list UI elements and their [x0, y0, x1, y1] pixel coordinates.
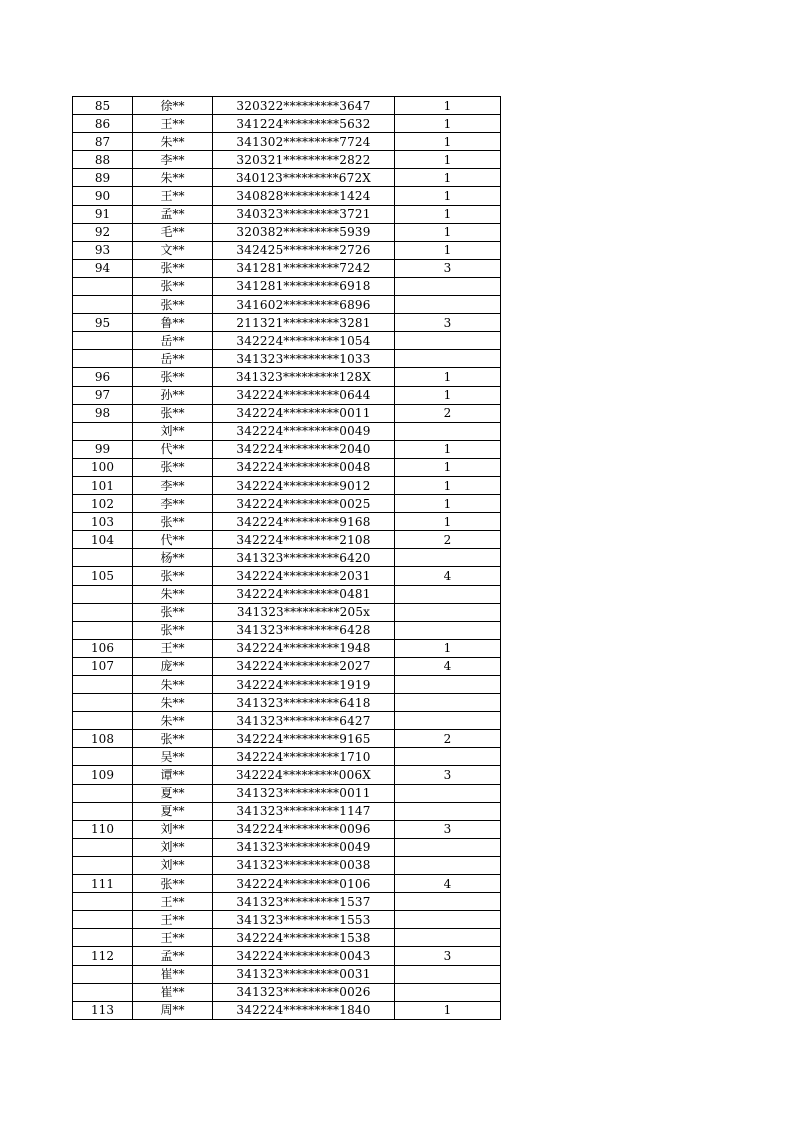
row-number-cell	[73, 856, 133, 874]
name-cell: 朱**	[133, 676, 213, 694]
name-cell: 张**	[133, 875, 213, 893]
id-number-cell: 342224*********1948	[213, 639, 395, 657]
name-cell: 李**	[133, 495, 213, 513]
name-cell: 张**	[133, 567, 213, 585]
count-cell: 1	[395, 169, 501, 187]
table-row	[73, 802, 501, 820]
count-cell: 1	[395, 476, 501, 494]
id-number-cell: 340323*********3721	[213, 205, 395, 223]
id-number-cell: 342224*********1054	[213, 332, 395, 350]
row-number-cell: 93	[73, 241, 133, 259]
name-cell: 鲁**	[133, 314, 213, 332]
id-number-cell: 342224*********0481	[213, 585, 395, 603]
id-number-cell: 342224*********0043	[213, 947, 395, 965]
id-number-cell: 342224*********9165	[213, 730, 395, 748]
count-cell: 3	[395, 766, 501, 784]
count-cell: 1	[395, 187, 501, 205]
row-number-cell: 85	[73, 97, 133, 115]
name-cell: 李**	[133, 151, 213, 169]
id-number-cell: 342224*********0106	[213, 875, 395, 893]
table-row	[73, 513, 501, 531]
data-table	[72, 96, 501, 1020]
name-cell: 朱**	[133, 169, 213, 187]
table-row	[73, 621, 501, 639]
row-number-cell: 96	[73, 368, 133, 386]
count-cell: 1	[395, 205, 501, 223]
row-number-cell	[73, 296, 133, 314]
row-number-cell	[73, 893, 133, 911]
table-row	[73, 603, 501, 621]
row-number-cell	[73, 332, 133, 350]
id-number-cell: 342224*********1538	[213, 929, 395, 947]
count-cell	[395, 277, 501, 295]
table-row	[73, 567, 501, 585]
table-row	[73, 657, 501, 675]
id-number-cell: 342224*********1710	[213, 748, 395, 766]
row-number-cell: 98	[73, 404, 133, 422]
row-number-cell	[73, 676, 133, 694]
count-cell: 3	[395, 820, 501, 838]
id-number-cell: 341323*********0038	[213, 856, 395, 874]
name-cell: 代**	[133, 440, 213, 458]
count-cell: 1	[395, 458, 501, 476]
count-cell	[395, 748, 501, 766]
name-cell: 张**	[133, 404, 213, 422]
row-number-cell	[73, 748, 133, 766]
row-number-cell: 100	[73, 458, 133, 476]
id-number-cell: 320322*********3647	[213, 97, 395, 115]
name-cell: 刘**	[133, 422, 213, 440]
count-cell: 1	[395, 368, 501, 386]
name-cell: 孙**	[133, 386, 213, 404]
id-number-cell: 342224*********1919	[213, 676, 395, 694]
name-cell: 王**	[133, 911, 213, 929]
count-cell: 4	[395, 657, 501, 675]
count-cell	[395, 983, 501, 1001]
id-number-cell: 342224*********0644	[213, 386, 395, 404]
count-cell: 4	[395, 875, 501, 893]
row-number-cell: 109	[73, 766, 133, 784]
count-cell	[395, 965, 501, 983]
table-row	[73, 784, 501, 802]
row-number-cell	[73, 350, 133, 368]
id-number-cell: 341323*********6427	[213, 712, 395, 730]
count-cell: 3	[395, 259, 501, 277]
name-cell: 杨**	[133, 549, 213, 567]
table-row	[73, 169, 501, 187]
id-number-cell: 342224*********2108	[213, 531, 395, 549]
table-row	[73, 531, 501, 549]
table-row	[73, 205, 501, 223]
table-row	[73, 314, 501, 332]
name-cell: 刘**	[133, 838, 213, 856]
row-number-cell: 90	[73, 187, 133, 205]
count-cell	[395, 585, 501, 603]
id-number-cell: 341323*********205x	[213, 603, 395, 621]
count-cell: 3	[395, 947, 501, 965]
table-row	[73, 694, 501, 712]
id-number-cell: 341323*********1033	[213, 350, 395, 368]
row-number-cell: 91	[73, 205, 133, 223]
name-cell: 张**	[133, 513, 213, 531]
table-row	[73, 947, 501, 965]
count-cell: 2	[395, 404, 501, 422]
id-number-cell: 341323*********0049	[213, 838, 395, 856]
table-row	[73, 368, 501, 386]
count-cell: 1	[395, 495, 501, 513]
name-cell: 毛**	[133, 223, 213, 241]
table-row	[73, 495, 501, 513]
table-row	[73, 911, 501, 929]
count-cell	[395, 694, 501, 712]
name-cell: 夏**	[133, 802, 213, 820]
id-number-cell: 320321*********2822	[213, 151, 395, 169]
id-number-cell: 341323*********0031	[213, 965, 395, 983]
row-number-cell: 112	[73, 947, 133, 965]
table-row	[73, 97, 501, 115]
row-number-cell: 94	[73, 259, 133, 277]
row-number-cell: 95	[73, 314, 133, 332]
name-cell: 谭**	[133, 766, 213, 784]
count-cell: 1	[395, 639, 501, 657]
name-cell: 王**	[133, 893, 213, 911]
table-row	[73, 639, 501, 657]
table-row	[73, 187, 501, 205]
count-cell: 1	[395, 440, 501, 458]
row-number-cell	[73, 838, 133, 856]
name-cell: 朱**	[133, 585, 213, 603]
id-number-cell: 342224*********9012	[213, 476, 395, 494]
row-number-cell: 103	[73, 513, 133, 531]
count-cell	[395, 549, 501, 567]
row-number-cell	[73, 712, 133, 730]
id-number-cell: 341323*********1537	[213, 893, 395, 911]
name-cell: 刘**	[133, 820, 213, 838]
name-cell: 张**	[133, 259, 213, 277]
row-number-cell: 89	[73, 169, 133, 187]
count-cell	[395, 929, 501, 947]
name-cell: 王**	[133, 115, 213, 133]
name-cell: 李**	[133, 476, 213, 494]
table-row	[73, 766, 501, 784]
count-cell: 1	[395, 513, 501, 531]
row-number-cell: 110	[73, 820, 133, 838]
name-cell: 张**	[133, 458, 213, 476]
id-number-cell: 341302*********7724	[213, 133, 395, 151]
name-cell: 周**	[133, 1001, 213, 1019]
name-cell: 代**	[133, 531, 213, 549]
name-cell: 王**	[133, 639, 213, 657]
row-number-cell: 113	[73, 1001, 133, 1019]
table-row	[73, 332, 501, 350]
count-cell: 1	[395, 1001, 501, 1019]
table-row	[73, 422, 501, 440]
count-cell: 1	[395, 115, 501, 133]
count-cell	[395, 422, 501, 440]
row-number-cell: 92	[73, 223, 133, 241]
row-number-cell	[73, 585, 133, 603]
id-number-cell: 342224*********0025	[213, 495, 395, 513]
table-row	[73, 929, 501, 947]
id-number-cell: 342425*********2726	[213, 241, 395, 259]
id-number-cell: 341323*********1553	[213, 911, 395, 929]
row-number-cell	[73, 802, 133, 820]
count-cell: 2	[395, 531, 501, 549]
table-row	[73, 730, 501, 748]
count-cell	[395, 712, 501, 730]
table-row	[73, 133, 501, 151]
row-number-cell	[73, 784, 133, 802]
table-row	[73, 386, 501, 404]
row-number-cell	[73, 983, 133, 1001]
table-row	[73, 965, 501, 983]
row-number-cell	[73, 929, 133, 947]
id-number-cell: 340828*********1424	[213, 187, 395, 205]
table-row	[73, 893, 501, 911]
row-number-cell: 99	[73, 440, 133, 458]
name-cell: 张**	[133, 730, 213, 748]
row-number-cell	[73, 621, 133, 639]
count-cell: 1	[395, 97, 501, 115]
count-cell: 1	[395, 386, 501, 404]
name-cell: 夏**	[133, 784, 213, 802]
count-cell	[395, 893, 501, 911]
table-row	[73, 223, 501, 241]
name-cell: 文**	[133, 241, 213, 259]
row-number-cell: 108	[73, 730, 133, 748]
id-number-cell: 341281*********6918	[213, 277, 395, 295]
name-cell: 吴**	[133, 748, 213, 766]
id-number-cell: 341323*********0011	[213, 784, 395, 802]
name-cell: 崔**	[133, 965, 213, 983]
id-number-cell: 341281*********7242	[213, 259, 395, 277]
id-number-cell: 341323*********6420	[213, 549, 395, 567]
count-cell	[395, 856, 501, 874]
table-row	[73, 404, 501, 422]
name-cell: 孟**	[133, 947, 213, 965]
name-cell: 张**	[133, 296, 213, 314]
count-cell	[395, 603, 501, 621]
name-cell: 张**	[133, 368, 213, 386]
id-number-cell: 340123*********672X	[213, 169, 395, 187]
id-number-cell: 211321*********3281	[213, 314, 395, 332]
name-cell: 朱**	[133, 133, 213, 151]
id-number-cell: 341323*********128X	[213, 368, 395, 386]
table-row	[73, 277, 501, 295]
row-number-cell	[73, 277, 133, 295]
table-row	[73, 820, 501, 838]
row-number-cell	[73, 911, 133, 929]
id-number-cell: 341323*********0026	[213, 983, 395, 1001]
name-cell: 朱**	[133, 712, 213, 730]
name-cell: 岳**	[133, 332, 213, 350]
row-number-cell: 107	[73, 657, 133, 675]
count-cell	[395, 838, 501, 856]
table-row	[73, 115, 501, 133]
count-cell	[395, 802, 501, 820]
table-row	[73, 748, 501, 766]
count-cell	[395, 784, 501, 802]
table-row	[73, 241, 501, 259]
row-number-cell: 101	[73, 476, 133, 494]
table-row	[73, 1001, 501, 1019]
id-number-cell: 341323*********6418	[213, 694, 395, 712]
count-cell	[395, 332, 501, 350]
id-number-cell: 342224*********0049	[213, 422, 395, 440]
row-number-cell: 104	[73, 531, 133, 549]
table-row	[73, 549, 501, 567]
id-number-cell: 341323*********6428	[213, 621, 395, 639]
count-cell: 2	[395, 730, 501, 748]
row-number-cell: 97	[73, 386, 133, 404]
name-cell: 徐**	[133, 97, 213, 115]
name-cell: 孟**	[133, 205, 213, 223]
name-cell: 张**	[133, 621, 213, 639]
id-number-cell: 341602*********6896	[213, 296, 395, 314]
count-cell	[395, 676, 501, 694]
row-number-cell: 105	[73, 567, 133, 585]
name-cell: 王**	[133, 187, 213, 205]
table-row	[73, 476, 501, 494]
count-cell: 1	[395, 133, 501, 151]
row-number-cell	[73, 603, 133, 621]
count-cell: 4	[395, 567, 501, 585]
id-number-cell: 342224*********0048	[213, 458, 395, 476]
row-number-cell: 88	[73, 151, 133, 169]
table-row	[73, 296, 501, 314]
name-cell: 刘**	[133, 856, 213, 874]
row-number-cell: 86	[73, 115, 133, 133]
count-cell: 1	[395, 223, 501, 241]
name-cell: 庞**	[133, 657, 213, 675]
id-number-cell: 342224*********1840	[213, 1001, 395, 1019]
table-row	[73, 350, 501, 368]
table-row	[73, 440, 501, 458]
row-number-cell	[73, 422, 133, 440]
id-number-cell: 320382*********5939	[213, 223, 395, 241]
table-row	[73, 875, 501, 893]
count-cell: 1	[395, 151, 501, 169]
table-row	[73, 458, 501, 476]
table-row	[73, 676, 501, 694]
name-cell: 朱**	[133, 694, 213, 712]
id-number-cell: 342224*********0096	[213, 820, 395, 838]
id-number-cell: 342224*********2031	[213, 567, 395, 585]
id-number-cell: 342224*********9168	[213, 513, 395, 531]
row-number-cell	[73, 694, 133, 712]
count-cell: 1	[395, 241, 501, 259]
id-number-cell: 341224*********5632	[213, 115, 395, 133]
row-number-cell: 102	[73, 495, 133, 513]
id-number-cell: 342224*********2040	[213, 440, 395, 458]
table-row	[73, 712, 501, 730]
row-number-cell: 111	[73, 875, 133, 893]
row-number-cell: 106	[73, 639, 133, 657]
id-number-cell: 342224*********0011	[213, 404, 395, 422]
name-cell: 崔**	[133, 983, 213, 1001]
count-cell	[395, 621, 501, 639]
count-cell	[395, 350, 501, 368]
name-cell: 岳**	[133, 350, 213, 368]
table-row	[73, 585, 501, 603]
table-row	[73, 151, 501, 169]
name-cell: 张**	[133, 603, 213, 621]
table-row	[73, 856, 501, 874]
count-cell	[395, 911, 501, 929]
table-row	[73, 259, 501, 277]
id-number-cell: 342224*********2027	[213, 657, 395, 675]
table-body	[73, 97, 501, 1020]
row-number-cell	[73, 549, 133, 567]
table-row	[73, 983, 501, 1001]
name-cell: 王**	[133, 929, 213, 947]
count-cell: 3	[395, 314, 501, 332]
row-number-cell: 87	[73, 133, 133, 151]
table-row	[73, 838, 501, 856]
row-number-cell	[73, 965, 133, 983]
id-number-cell: 341323*********1147	[213, 802, 395, 820]
id-number-cell: 342224*********006X	[213, 766, 395, 784]
count-cell	[395, 296, 501, 314]
name-cell: 张**	[133, 277, 213, 295]
